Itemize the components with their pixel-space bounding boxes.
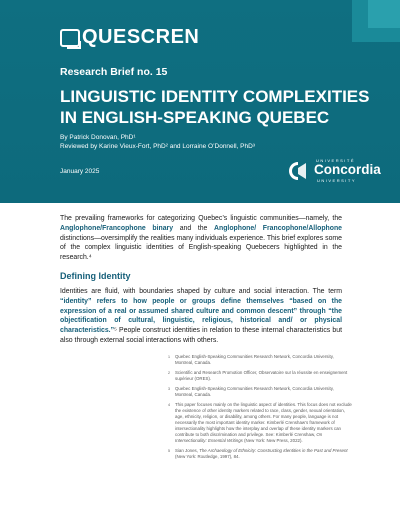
footnote-text: Quebec English-Speaking Communities Research Network, Concordia University, Montreal, Canada. xyxy=(175,386,334,397)
footnote-italic: The Archaeology of Ethnicity: Constructing Identities in the Past and Present xyxy=(199,448,348,453)
concordia-emblem-icon xyxy=(287,160,309,182)
authors xyxy=(60,133,255,151)
footnote xyxy=(168,354,352,366)
footnote-italic: On Intersectionality: Essential Writings xyxy=(175,432,323,443)
intro-highlight: Anglophone/ Francophone/Allophone xyxy=(214,224,342,232)
author-line: By Patrick Donovan, PhD¹ xyxy=(60,134,136,141)
reviewers-line: Reviewed by Karine Vieux-Fort, PhD² and Lorraine O’Donnell, PhD³ xyxy=(60,143,255,150)
section-text: Identities are fluid, with boundaries shaped by culture and social interaction. The term xyxy=(60,288,342,295)
intro-text: and the xyxy=(173,224,215,232)
footnote-text: (New York: Routledge, 1997), 84. xyxy=(175,454,240,459)
concordia-bottom-text: UNIVERSITY xyxy=(317,178,357,183)
footnote xyxy=(168,448,352,460)
title-line-1: LINGUISTIC IDENTITY COMPLEXITIES xyxy=(60,87,370,106)
footnote-text: Sian Jones, xyxy=(175,448,200,453)
section-heading: Defining Identity xyxy=(60,271,131,281)
concordia-top-text: UNIVERSITÉ xyxy=(316,158,356,163)
corner-decoration-inner xyxy=(368,0,400,28)
section-highlight: “identity” refers to how people or groups define themselves “based on the expression of a real or assumed shared culture and common descent” through “the objectification of cultural, linguistic, religious, historical and/ or physical characteristics.” xyxy=(60,297,342,335)
page-title xyxy=(60,86,380,128)
footnotes xyxy=(168,354,352,464)
section-text: ⁵ People construct identities in relation to these internal characteristics but also through external social interactions with others. xyxy=(60,327,342,344)
footnote-number: 2 xyxy=(168,371,170,375)
footnote-text: Quebec English-Speaking Communities Research Network, Concordia University, Montreal, Canada. xyxy=(175,354,334,365)
intro-text: The prevailing frameworks for categorizing Quebec’s linguistic communities—namely, the xyxy=(60,215,342,222)
footnote xyxy=(168,402,352,444)
intro-paragraph xyxy=(60,214,342,263)
footnote xyxy=(168,386,352,398)
footnote-number: 1 xyxy=(168,355,170,359)
footnote-text: Scientific and Research Promotion Officer, Observatoire sur la réussite en enseignement supérieur (ORES). xyxy=(175,370,348,381)
intro-highlight: Anglophone/Francophone binary xyxy=(60,224,174,232)
footnote-text: (New York: New Press, 2022). xyxy=(242,438,303,443)
footnote-number: 5 xyxy=(168,449,170,453)
title-line-2: IN ENGLISH-SPEAKING QUEBEC xyxy=(60,108,330,127)
intro-text: distinctions—oversimplify the realities many individuals experience. This brief explores some of the complex linguistic identities of English-speaking Quebecers highlighted in the research.⁴ xyxy=(60,234,342,262)
section-paragraph xyxy=(60,287,342,346)
brief-number: Research Brief no. 15 xyxy=(60,66,168,78)
header-banner xyxy=(0,0,400,203)
footnote-number: 4 xyxy=(168,403,170,407)
logo-text: QUESCREN xyxy=(82,26,200,48)
concordia-logo[interactable] xyxy=(287,158,379,184)
quescren-logo[interactable] xyxy=(60,26,199,49)
footnote-text: This paper focuses mainly on the linguistic aspect of identities. This focus does not exclude the existence of other identity markers related to race, class, gender, sexual orientation, age, ethnicity, religion, or disability, among others. For many people, language is not necessarily the most important identity marker. Kimberlé Crenshaw’s framework of intersectionality highlights how the interplay and overlap of these identity markers can contribute to both discrimination and privilege. See: Kimberlé Crenshaw, xyxy=(175,402,352,437)
footnote-number: 3 xyxy=(168,387,170,391)
publication-date: January 2025 xyxy=(60,168,100,175)
quescren-logo-icon xyxy=(60,29,80,47)
concordia-name: Concordia xyxy=(314,162,381,177)
footnote xyxy=(168,370,352,382)
